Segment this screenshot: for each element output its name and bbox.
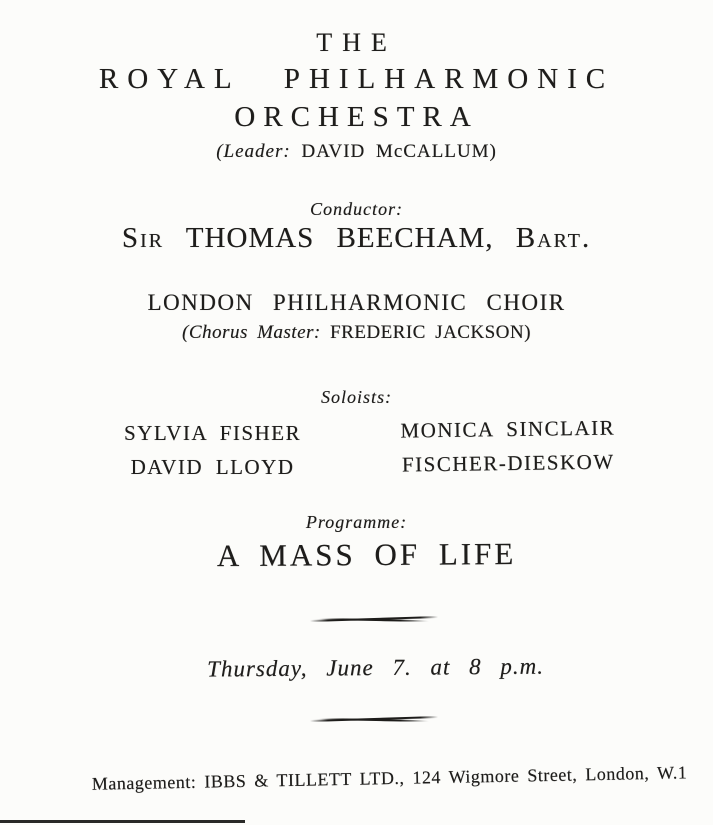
conductor-name (0, 222, 713, 255)
conductor-name-suffix: Bart. (515, 222, 592, 254)
soloist-name: SYLVIA FISHER (123, 421, 301, 445)
choir-name: LONDON PHILHARMONIC CHOIR (147, 290, 566, 315)
leader-name: DAVID McCALLUM) (301, 141, 497, 162)
leader-label: (Leader: (216, 141, 291, 162)
orchestra-title-line-2: ROYAL PHILHARMONIC (98, 63, 615, 95)
soloists-label: Soloists: (320, 387, 392, 407)
conductor-honorific: Sir (121, 222, 164, 254)
orchestra-title-line-1: THE (316, 28, 397, 57)
soloists-right-column (380, 410, 637, 482)
chorus-master-label: (Chorus Master: (182, 322, 321, 343)
conductor-name-main: THOMAS BEECHAM, (185, 222, 494, 254)
work-title: A MASS OF LIFE (216, 535, 517, 574)
conductor-label: Conductor: (310, 199, 403, 219)
programme-label: Programme: (305, 512, 408, 532)
soloist-name: FISCHER-DIESKOW (401, 449, 615, 477)
scan-artifact-line (0, 820, 245, 823)
decorative-swell-rule-top (310, 615, 438, 625)
event-datetime: Thursday, June 7. at 8 p.m. (206, 653, 545, 682)
soloist-name: MONICA SINCLAIR (400, 415, 616, 443)
leader-credit (0, 141, 713, 163)
chorus-master-credit (0, 322, 713, 344)
soloists-left-column (85, 416, 340, 484)
management-credit: Management: IBBS & TILLETT LTD., 124 Wigmore Street, London, W.1 (91, 762, 688, 794)
decorative-swell-rule-bottom (310, 715, 438, 725)
soloist-name: DAVID LLOYD (130, 455, 295, 479)
orchestra-title-line-3: ORCHESTRA (234, 101, 479, 133)
chorus-master-name: FREDERIC JACKSON) (330, 322, 531, 343)
